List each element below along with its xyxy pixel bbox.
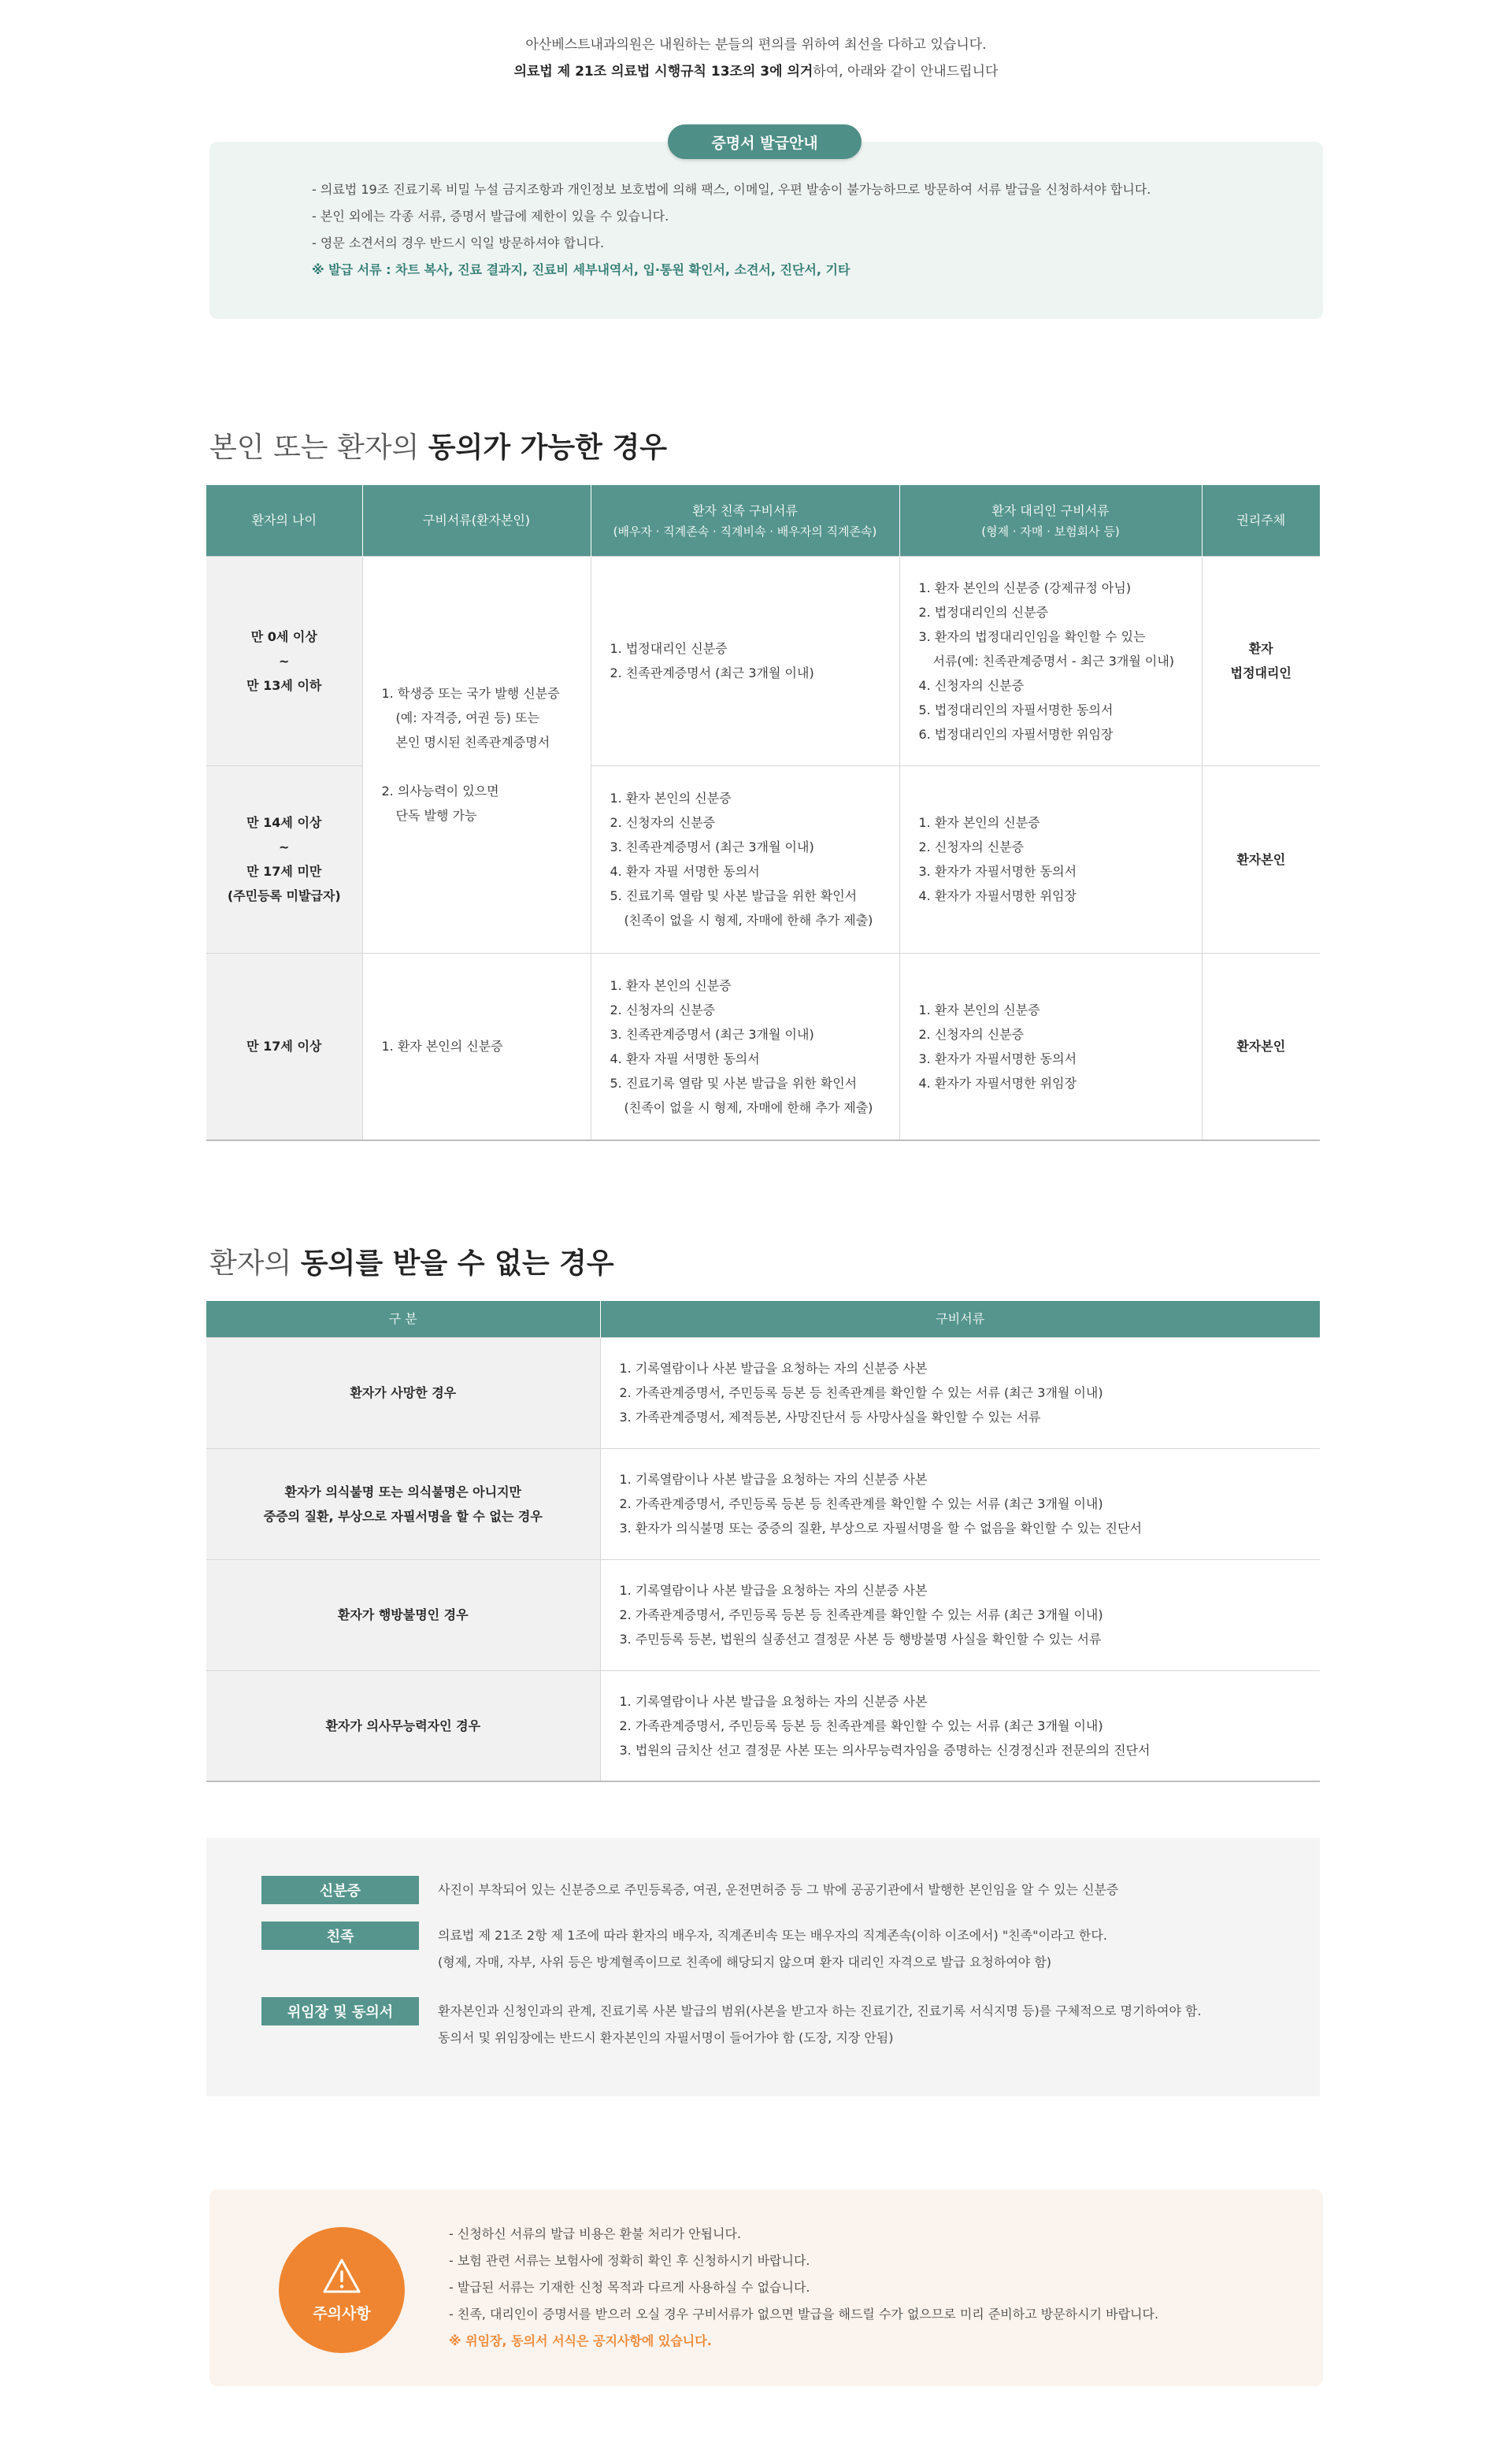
doc-line: 3. 환자가 자필서명한 동의서 xyxy=(918,1051,1077,1066)
intro-law-reference: 의료법 제 21조 의료법 시행규칙 13조의 3에 의거 xyxy=(513,64,813,80)
header-agent-docs-main: 환자 대리인 구비서류 xyxy=(991,502,1110,518)
doc-spacer xyxy=(382,754,572,779)
caution-badge xyxy=(279,2227,405,2353)
section-2-title-normal: 환자의 xyxy=(209,1247,301,1280)
doc-line: 2. 신청자의 신분증 xyxy=(610,1002,716,1017)
category-line: 환자가 의식불명 또는 의식불명은 아니지만 xyxy=(284,1484,521,1499)
definition-line: 동의서 및 위임장에는 반드시 환자본인의 자필서명이 들어가야 함 (도장, 지장 안됨) xyxy=(438,2030,894,2045)
header-self-docs: 구비서류(환자본인) xyxy=(362,485,591,556)
definition-label: 신분증 xyxy=(261,1876,419,1904)
caution-highlight: ※ 위임장, 동의서 서식은 공지사항에 있습니다. xyxy=(449,2333,712,2348)
docs-cell xyxy=(600,1670,1320,1781)
definition-line: 의료법 제 21조 2항 제 1조에 따라 환자의 배우자, 직계존비속 또는 배우자의 직계존속(이하 이조에서) "친족"이라고 한다. xyxy=(438,1928,1107,1943)
notice-item: - 의료법 19조 진료기록 비밀 누설 금지조항과 개인정보 보호법에 의해 팩스, 이메일, 우편 발송이 불가능하므로 방문하여 서류 발급을 신청하셔야 합니다. xyxy=(312,182,1151,197)
age-line: 만 14세 이상 xyxy=(246,815,322,830)
notice-item: - 영문 소견서의 경우 반드시 익일 방문하셔야 합니다. xyxy=(312,235,605,250)
intro-line-2-rest: 하여, 아래와 같이 안내드립니다 xyxy=(813,64,999,80)
doc-line: 5. 진료기록 열람 및 사본 발급을 위한 확인서 xyxy=(610,1075,858,1091)
notice-item: - 본인 외에는 각종 서류, 증명서 발급에 제한이 있을 수 있습니다. xyxy=(312,209,669,224)
rights-cell xyxy=(1202,765,1320,953)
category-cell xyxy=(206,1337,600,1448)
doc-line: (친족이 없을 시 형제, 자매에 한해 추가 제출) xyxy=(624,1099,873,1115)
doc-line: 2. 가족관계증명서, 주민등록 등본 등 친족관계를 확인할 수 있는 서류 (최근 3개월 이내) xyxy=(619,1607,1103,1622)
definition-power-of-attorney xyxy=(261,1997,1202,2051)
table-header-row xyxy=(206,485,1320,556)
category-line: 중증의 질환, 부상으로 자필서명을 할 수 없는 경우 xyxy=(263,1508,543,1524)
definition-text xyxy=(438,1877,1118,1904)
rights-cell xyxy=(1202,556,1320,765)
header-rights: 권리주체 xyxy=(1202,485,1320,556)
definition-text xyxy=(438,1922,1107,1976)
intro-text xyxy=(0,32,1512,85)
doc-line: 1. 기록열람이나 사본 발급을 요청하는 자의 신분증 사본 xyxy=(619,1693,928,1709)
agent-docs-cell xyxy=(899,765,1202,953)
header-family-docs-main: 환자 친족 구비서류 xyxy=(692,502,798,518)
notice-title: 증명서 발급안내 xyxy=(668,124,862,159)
header-category: 구 분 xyxy=(206,1301,600,1337)
doc-line: 5. 법정대리인의 자필서명한 동의서 xyxy=(918,702,1114,717)
category-line: 환자가 사망한 경우 xyxy=(350,1385,457,1400)
section-2-title xyxy=(209,1241,614,1281)
doc-line: (친족이 없을 시 형제, 자매에 한해 추가 제출) xyxy=(624,913,873,928)
header-family-docs-sub: (배우자 · 직계존속 · 직계비속 · 배우자의 직계존속) xyxy=(613,524,877,539)
header-agent-docs-sub: (형제 · 자매 · 보험회사 등) xyxy=(981,524,1120,539)
caution-list xyxy=(449,2221,1158,2355)
definition-text xyxy=(438,1998,1202,2051)
definition-label: 친족 xyxy=(261,1922,419,1950)
definition-id-card xyxy=(261,1876,1118,1904)
doc-line: 2. 신청자의 신분증 xyxy=(918,839,1025,854)
notice-list xyxy=(312,176,1151,284)
doc-line: 1. 환자 본인의 신분증 xyxy=(918,1002,1040,1017)
caution-label: 주의사항 xyxy=(313,2304,371,2322)
category-line: 환자가 의사무능력자인 경우 xyxy=(325,1718,481,1733)
doc-line: 3. 환자가 자필서명한 동의서 xyxy=(918,864,1077,879)
doc-line: 1. 환자 본인의 신분증 xyxy=(610,977,732,993)
definitions-box xyxy=(206,1838,1320,2096)
caution-box xyxy=(209,2189,1323,2386)
doc-line: 3. 환자가 의식불명 또는 중증의 질환, 부상으로 자필서명을 할 수 없음을 확인할 수 있는 진단서 xyxy=(619,1521,1142,1536)
age-line: ~ xyxy=(279,653,290,669)
consent-impossible-table xyxy=(206,1301,1320,1782)
doc-line: 1. 학생증 또는 국가 발행 신분증 xyxy=(381,686,560,701)
caution-item: - 발급된 서류는 기재한 신청 목적과 다르게 사용하실 수 없습니다. xyxy=(449,2280,810,2295)
age-line: 만 17세 이상 xyxy=(246,1039,322,1054)
doc-line: 3. 환자의 법정대리인임을 확인할 수 있는 xyxy=(918,628,1146,644)
doc-line: 3. 친족관계증명서 (최근 3개월 이내) xyxy=(610,839,814,854)
doc-line: 1. 환자 본인의 신분증 (강제규정 아님) xyxy=(918,580,1132,595)
doc-line: 단독 발행 가능 xyxy=(395,808,477,823)
rights-line: 환자본인 xyxy=(1236,851,1286,867)
intro-line-2 xyxy=(0,58,1512,85)
agent-docs-cell xyxy=(899,556,1202,765)
family-docs-cell xyxy=(591,953,899,1140)
rights-line: 법정대리인 xyxy=(1230,665,1292,680)
table-row xyxy=(206,1337,1320,1448)
doc-line: 1. 기록열람이나 사본 발급을 요청하는 자의 신분증 사본 xyxy=(619,1583,928,1598)
doc-line: 1. 환자 본인의 신분증 xyxy=(381,1039,503,1054)
category-cell xyxy=(206,1559,600,1670)
doc-line: 2. 법정대리인의 신분증 xyxy=(918,604,1049,620)
doc-line: 3. 가족관계증명서, 제적등본, 사망진단서 등 사망사실을 확인할 수 있는 서류 xyxy=(619,1410,1041,1425)
doc-line: 2. 신청자의 신분증 xyxy=(610,815,716,830)
category-cell xyxy=(206,1670,600,1781)
header-family-docs xyxy=(591,485,899,556)
consent-possible-table xyxy=(206,485,1320,1141)
doc-line: 2. 가족관계증명서, 주민등록 등본 등 친족관계를 확인할 수 있는 서류 (최근 3개월 이내) xyxy=(619,1496,1103,1511)
doc-line: 2. 신청자의 신분증 xyxy=(918,1026,1025,1042)
definition-line: 사진이 부착되어 있는 신분증으로 주민등록증, 여권, 운전면허증 등 그 밖에 공공기관에서 발행한 본인임을 알 수 있는 신분증 xyxy=(438,1882,1119,1897)
table-row xyxy=(206,556,1320,765)
table-row xyxy=(206,1448,1320,1559)
section-1-title xyxy=(209,425,667,465)
age-line: (주민등록 미발급자) xyxy=(227,888,341,903)
doc-line: 4. 환자 자필 서명한 동의서 xyxy=(610,1051,760,1066)
doc-line: (예: 자격증, 여권 등) 또는 xyxy=(395,710,539,725)
doc-line: 1. 기록열람이나 사본 발급을 요청하는 자의 신분증 사본 xyxy=(619,1472,928,1487)
rights-cell xyxy=(1202,953,1320,1140)
doc-line: 5. 진료기록 열람 및 사본 발급을 위한 확인서 xyxy=(610,888,858,903)
family-docs-cell xyxy=(591,765,899,953)
docs-cell xyxy=(600,1448,1320,1559)
doc-line: 2. 가족관계증명서, 주민등록 등본 등 친족관계를 확인할 수 있는 서류 (최근 3개월 이내) xyxy=(619,1385,1103,1400)
header-docs: 구비서류 xyxy=(600,1301,1320,1337)
header-age: 환자의 나이 xyxy=(206,485,362,556)
category-line: 환자가 행방불명인 경우 xyxy=(337,1607,469,1622)
doc-line: 4. 환자 자필 서명한 동의서 xyxy=(610,864,760,879)
doc-line: 1. 환자 본인의 신분증 xyxy=(610,791,732,806)
agent-docs-cell xyxy=(899,953,1202,1140)
doc-line: 본인 명시된 친족관계증명서 xyxy=(395,735,550,750)
rights-line: 환자본인 xyxy=(1236,1039,1286,1054)
age-cell xyxy=(206,953,362,1140)
doc-line: 4. 신청자의 신분증 xyxy=(918,677,1025,693)
age-line: 만 17세 미만 xyxy=(246,864,322,879)
doc-line: 3. 친족관계증명서 (최근 3개월 이내) xyxy=(610,1026,814,1042)
docs-cell xyxy=(600,1559,1320,1670)
age-line: ~ xyxy=(279,839,290,854)
doc-line: 2. 가족관계증명서, 주민등록 등본 등 친족관계를 확인할 수 있는 서류 (최근 3개월 이내) xyxy=(619,1718,1103,1733)
self-docs-cell xyxy=(362,953,591,1140)
doc-line: 2. 친족관계증명서 (최근 3개월 이내) xyxy=(610,665,814,680)
section-1-title-normal: 본인 또는 환자의 xyxy=(209,432,428,464)
doc-line: 1. 기록열람이나 사본 발급을 요청하는 자의 신분증 사본 xyxy=(619,1361,928,1376)
definition-label: 위임장 및 동의서 xyxy=(261,1997,419,2025)
definition-line: (형제, 자매, 자부, 사위 등은 방계혈족이므로 친족에 해당되지 않으며 환자 대리인 자격으로 발급 요청하여야 함) xyxy=(438,1955,1052,1970)
section-1-title-bold: 동의가 가능한 경우 xyxy=(428,432,668,464)
table-row xyxy=(206,953,1320,1140)
doc-line: 4. 환자가 자필서명한 위임장 xyxy=(918,1075,1077,1091)
doc-line: 서류(예: 친족관계증명서 - 최근 3개월 이내) xyxy=(932,653,1175,669)
warning-triangle-icon xyxy=(322,2258,361,2294)
caution-item: - 친족, 대리인이 증명서를 받으러 오실 경우 구비서류가 없으면 발급을 해드릴 수가 없으므로 미리 준비하고 방문하시기 바랍니다. xyxy=(449,2307,1159,2322)
doc-line: 1. 환자 본인의 신분증 xyxy=(918,815,1040,830)
table-header-row xyxy=(206,1301,1320,1337)
section-2-title-bold: 동의를 받을 수 없는 경우 xyxy=(300,1247,614,1280)
caution-item: - 보험 관련 서류는 보험사에 정확히 확인 후 신청하시기 바랍니다. xyxy=(449,2253,810,2268)
age-cell xyxy=(206,556,362,765)
table-row xyxy=(206,1559,1320,1670)
doc-line: 2. 의사능력이 있으면 xyxy=(381,784,499,799)
self-docs-cell xyxy=(362,556,591,953)
caution-item: - 신청하신 서류의 발급 비용은 환불 처리가 안됩니다. xyxy=(449,2226,742,2241)
definition-line: 환자본인과 신청인과의 관계, 진료기록 사본 발급의 범위(사본을 받고자 하는 진료기간, 진료기록 서식지명 등)를 구체적으로 명기하여야 함. xyxy=(438,2003,1202,2018)
docs-cell xyxy=(600,1337,1320,1448)
doc-line: 3. 주민등록 등본, 법원의 실종선고 결정문 사본 등 행방불명 사실을 확인할 수 있는 서류 xyxy=(619,1632,1102,1647)
rights-line: 환자 xyxy=(1248,641,1273,656)
definition-relatives xyxy=(261,1922,1107,1976)
intro-line-1: 아산베스트내과의원은 내원하는 분들의 편의를 위하여 최선을 다하고 있습니다. xyxy=(525,37,987,53)
doc-line: 3. 법원의 금치산 선고 결정문 사본 또는 의사무능력자임을 증명하는 신경정신과 전문의의 진단서 xyxy=(619,1742,1151,1758)
age-cell xyxy=(206,765,362,953)
family-docs-cell xyxy=(591,556,899,765)
doc-line: 4. 환자가 자필서명한 위임장 xyxy=(918,888,1077,903)
notice-highlight: ※ 발급 서류 : 차트 복사, 진료 결과지, 진료비 세부내역서, 입·통원 확인서, 소견서, 진단서, 기타 xyxy=(312,262,850,277)
age-line: 만 13세 이하 xyxy=(246,677,322,693)
age-line: 만 0세 이상 xyxy=(250,628,317,644)
doc-line: 6. 법정대리인의 자필서명한 위임장 xyxy=(918,726,1114,742)
category-cell xyxy=(206,1448,600,1559)
doc-line: 1. 법정대리인 신분증 xyxy=(610,641,728,656)
header-agent-docs xyxy=(899,485,1202,556)
table-row xyxy=(206,1670,1320,1781)
